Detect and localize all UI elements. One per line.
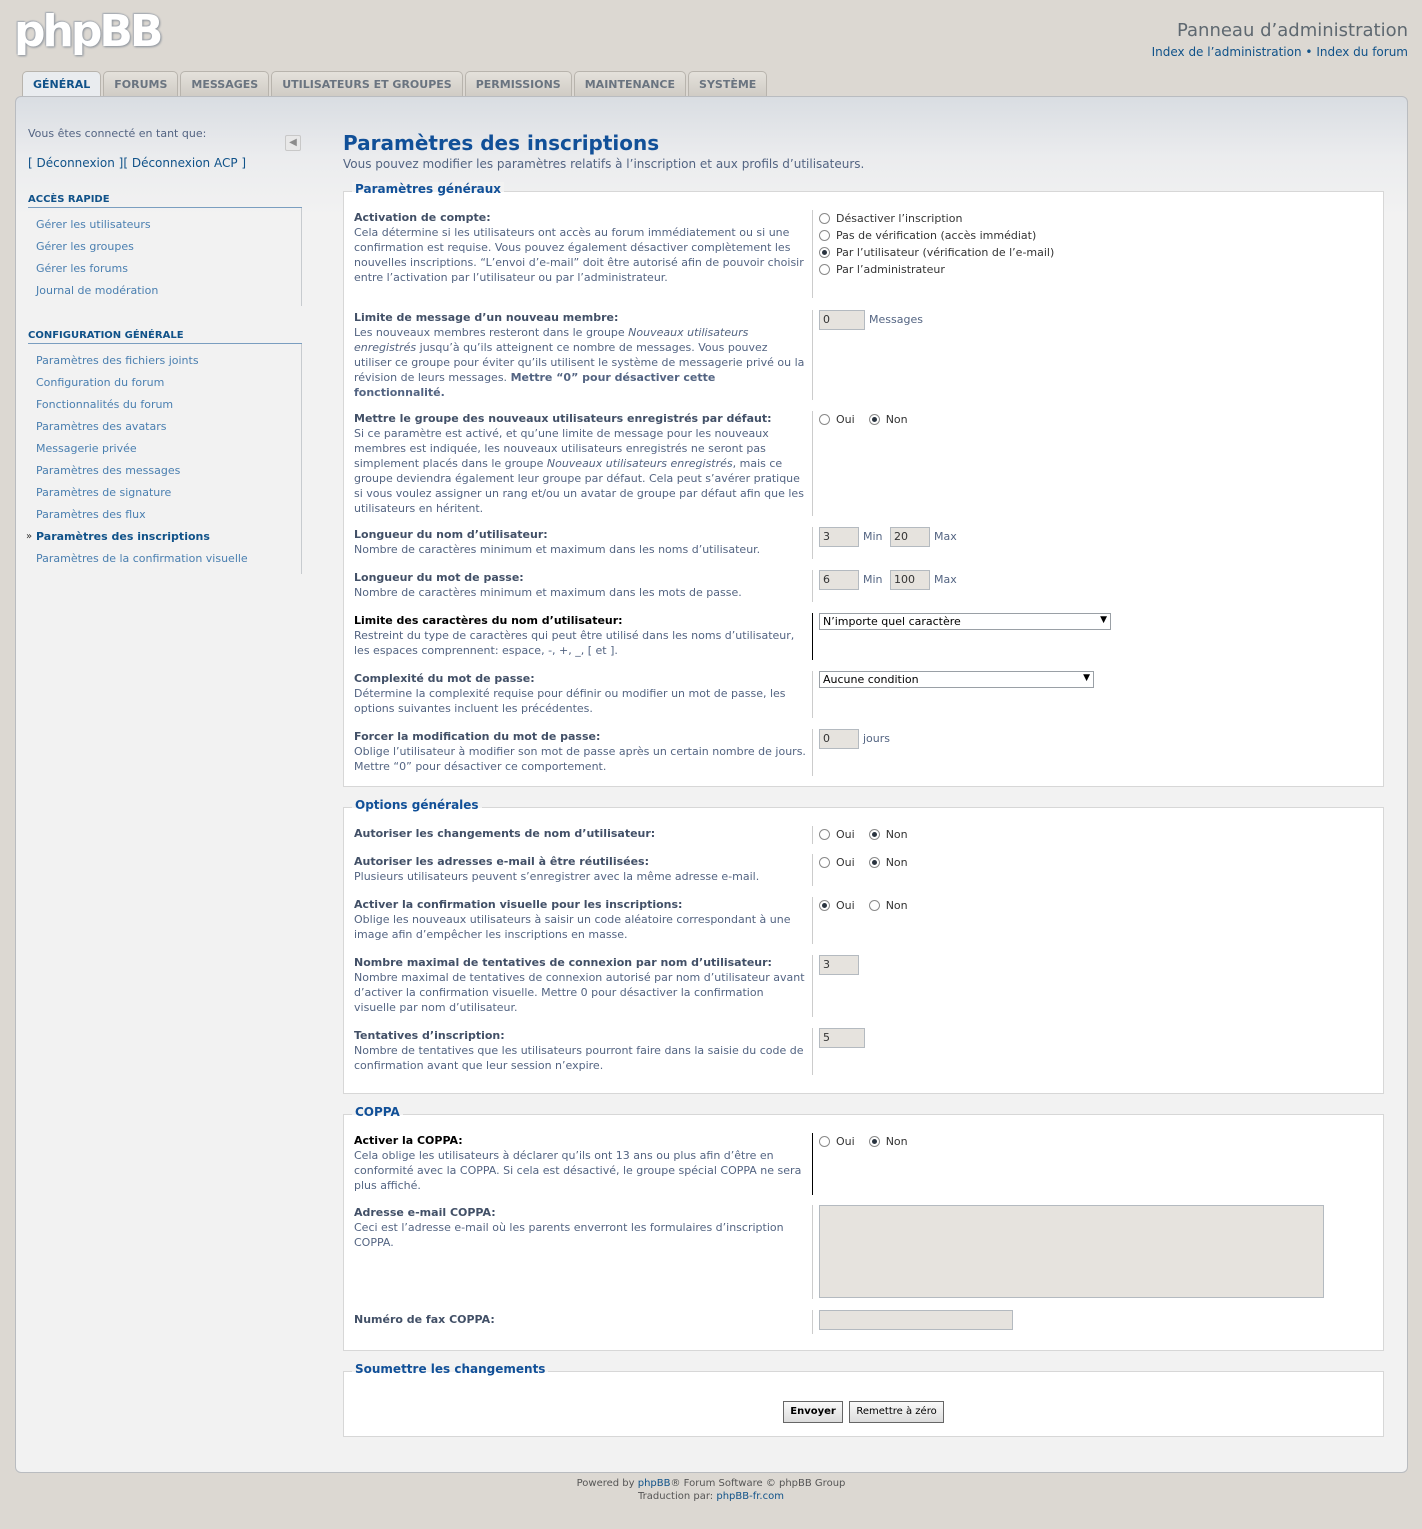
collapse-sidebar-icon[interactable]: ◀: [285, 135, 301, 151]
page-title: Paramètres des inscriptions: [343, 131, 660, 155]
setting-coppa-email: [354, 1205, 1383, 1299]
menu-item[interactable]: [28, 460, 301, 482]
phpbb-link[interactable]: phpBB: [637, 1478, 671, 1489]
setting-title: Forcer la modification du mot de passe:: [354, 730, 601, 743]
setting-desc: Si ce paramètre est activé, et qu’une limite de message pour les nouveaux membres est indiquée, les nouveaux utilisateurs enregistrés ne seront pas simplement placés dans le groupe Nouveaux utilisateurs enregistrés, mais ce groupe deviendra également leur groupe par défaut. Cela peut s’avérer pratique si vous voulez assigner un rang et/ou un avatar de groupe par défaut afin que les utilisateurs en héritent.: [354, 427, 804, 515]
setting-desc: Détermine la complexité requise pour définir ou modifier un mot de passe, les options suivantes incluent les précédentes.: [354, 687, 786, 715]
tab-permissions[interactable]: PERMISSIONS: [465, 71, 572, 97]
setting-desc: Restreint du type de caractères qui peut être utilisé dans les noms d’utilisateur, les espaces comprennent: espace, -, +, _, [ et ].: [354, 629, 795, 657]
setting-title: Activation de compte:: [354, 211, 491, 224]
quick-access-menu: [28, 208, 302, 306]
radio-button[interactable]: [819, 1136, 830, 1147]
menu-item[interactable]: [28, 236, 301, 258]
username-max-input[interactable]: 20: [890, 527, 930, 547]
legend-text: Options générales: [355, 798, 479, 812]
radio-yes[interactable]: Oui: [819, 1135, 855, 1148]
radio-button-selected[interactable]: [819, 247, 830, 258]
max-login-attempts-input[interactable]: 3: [819, 955, 859, 975]
radio-no[interactable]: Non: [869, 899, 908, 912]
menu-item-feeds[interactable]: Paramètres des flux: [36, 508, 146, 521]
menu-item[interactable]: [28, 438, 301, 460]
acp-index-link[interactable]: Index de l’administration: [1151, 45, 1302, 59]
bracket-open: [: [28, 156, 37, 170]
radio-option[interactable]: [819, 244, 1383, 261]
menu-item-active[interactable]: [28, 526, 301, 548]
translation-credit: Traduction par: phpBB-fr.com: [638, 1491, 784, 1502]
chevron-down-icon: ▼: [1083, 673, 1090, 683]
new-member-post-limit-input[interactable]: 0: [819, 310, 865, 330]
radio-button[interactable]: [819, 414, 830, 425]
legend-text: Paramètres généraux: [355, 182, 502, 196]
logout-link[interactable]: Déconnexion: [36, 156, 115, 170]
bracket-mid: ][: [114, 156, 132, 170]
header-links: [1152, 45, 1408, 59]
setting-title: Activer la confirmation visuelle pour les inscriptions:: [354, 898, 683, 911]
menu-item[interactable]: [28, 372, 301, 394]
setting-desc: Nombre de caractères minimum et maximum dans les mots de passe.: [354, 586, 742, 599]
menu-item-private-messages[interactable]: Messagerie privée: [36, 442, 137, 455]
radio-button-selected[interactable]: [869, 829, 880, 840]
radio-button[interactable]: [819, 829, 830, 840]
coppa-fieldset: [343, 1105, 1384, 1351]
menu-item-avatars[interactable]: Paramètres des avatars: [36, 420, 167, 433]
footer: [0, 1477, 1422, 1503]
menu-item[interactable]: [28, 394, 301, 416]
setting-desc: Nombre maximal de tentatives de connexion autorisé par nom d’utilisateur avant d’activer la confirmation visuelle. Mettre 0 pour désactiver la confirmation visuelle par nom d’utilisateur.: [354, 971, 805, 1014]
radio-button[interactable]: [819, 213, 830, 224]
setting-title: Autoriser les changements de nom d’utilisateur:: [354, 827, 656, 840]
registration-attempts-input[interactable]: 5: [819, 1028, 865, 1048]
setting-registration-attempts: [354, 1028, 1383, 1075]
setting-coppa-enable: [354, 1133, 1383, 1195]
setting-title: Limite de message d’un nouveau membre:: [354, 311, 619, 324]
yes-no-group: [819, 411, 1383, 428]
content: [343, 131, 1384, 1437]
setting-username-length: [354, 527, 1383, 559]
unit-label: Messages: [869, 313, 923, 326]
radio-button-selected[interactable]: [869, 414, 880, 425]
radio-button-selected[interactable]: [869, 1136, 880, 1147]
menu-item-board-features[interactable]: Fonctionnalités du forum: [36, 398, 174, 411]
forum-index-link[interactable]: Index du forum: [1316, 45, 1408, 59]
radio-option[interactable]: [819, 261, 1383, 278]
setting-desc: Les nouveaux membres resteront dans le groupe Nouveaux utilisateurs enregistrés jusqu’à qu’ils atteignent ce nombre de messages. Vous pouvez utiliser ce groupe pour éviter qu’ils utilisent le système de messagerie privé ou la révision de leurs messages. Mettre “0” pour désactiver cette fonctionnalité.: [354, 326, 805, 399]
setting-username-chars: [354, 613, 1383, 660]
menu-item-posts[interactable]: Paramètres des messages: [36, 464, 181, 477]
menu-item-manage-groups[interactable]: Gérer les groupes: [36, 240, 134, 253]
setting-default-group: [354, 411, 1383, 516]
menu-item[interactable]: [28, 482, 301, 504]
radio-button[interactable]: [819, 230, 830, 241]
setting-desc: Nombre de tentatives que les utilisateurs pourront faire dans la saisie du code de confirmation avant que leur session n’expire.: [354, 1044, 804, 1072]
setting-desc: Cela détermine si les utilisateurs ont accès au forum immédiatement ou si une confirmation est requise. Vous pouvez également désactiver complètement les nouvelles inscriptions. “L’envoi d’e-mail” doit être autorisé afin de pouvoir choisir entre l’activation par l’utilisateur ou par l’administrateur.: [354, 226, 804, 284]
chevron-down-icon: ▼: [1100, 615, 1107, 625]
submit-buttons: [344, 1401, 1383, 1423]
password-max-input[interactable]: 100: [890, 570, 930, 590]
phpbb-fr-link[interactable]: phpBB-fr.com: [716, 1491, 784, 1502]
logout-links: [28, 156, 302, 170]
setting-password-complexity: [354, 671, 1383, 718]
setting-force-password-change: [354, 729, 1383, 776]
setting-password-length: [354, 570, 1383, 602]
menu-item-visual-confirm[interactable]: Paramètres de la confirmation visuelle: [36, 552, 248, 565]
menu-item[interactable]: [28, 258, 301, 280]
setting-new-member-limit: [354, 310, 1383, 400]
menu-item-manage-users[interactable]: Gérer les utilisateurs: [36, 218, 151, 231]
username-min-input[interactable]: 3: [819, 527, 859, 547]
unit-label: jours: [863, 732, 891, 745]
bracket-close: ]: [237, 156, 247, 170]
setting-title: Complexité du mot de passe:: [354, 672, 535, 685]
max-label: Max: [934, 573, 957, 586]
link-separator: •: [1305, 45, 1313, 59]
setting-allow-email-reuse: [354, 854, 1383, 886]
tab-users-groups[interactable]: UTILISATEURS ET GROUPES: [271, 71, 463, 97]
fieldset-legend: [352, 182, 504, 196]
menu-item-board-config[interactable]: Configuration du forum: [36, 376, 165, 389]
menu-item-registration[interactable]: Paramètres des inscriptions: [36, 530, 210, 543]
setting-title: Nombre maximal de tentatives de connexion par nom d’utilisateur:: [354, 956, 772, 969]
menu-item[interactable]: [28, 350, 301, 372]
username-chars-select[interactable]: N’importe quel caractère ▼: [819, 613, 1111, 630]
radio-label: Pas de vérification (accès immédiat): [836, 229, 1037, 242]
setting-allow-name-change: [354, 826, 1383, 844]
general-settings-fieldset: [343, 182, 1384, 787]
radio-no[interactable]: Non: [869, 1135, 908, 1148]
logout-acp-link[interactable]: Déconnexion ACP: [131, 156, 238, 170]
radio-button[interactable]: [819, 857, 830, 868]
general-config-heading: CONFIGURATION GÉNÉRALE: [28, 330, 302, 344]
min-label: Min: [863, 530, 883, 543]
radio-label: Par l’utilisateur (vérification de l’e-mail): [836, 246, 1055, 259]
radio-yes[interactable]: Oui: [819, 899, 855, 912]
tab-messages[interactable]: MESSAGES: [180, 71, 269, 97]
yes-no-group: [819, 854, 1383, 871]
legend-text: Soumettre les changements: [355, 1362, 546, 1376]
quick-access-heading: ACCÈS RAPIDE: [28, 194, 302, 208]
setting-desc: Plusieurs utilisateurs peuvent s’enregistrer avec la même adresse e-mail.: [354, 870, 760, 883]
legend-text: COPPA: [355, 1105, 400, 1119]
setting-desc: Nombre de caractères minimum et maximum dans les noms d’utilisateur.: [354, 543, 761, 556]
setting-desc: Oblige les nouveaux utilisateurs à saisir un code aléatoire correspondant à une image afin d’empêcher les inscriptions en masse.: [354, 913, 791, 941]
setting-desc: Oblige l’utilisateur à modifier son mot de passe après un certain nombre de jours. Mettre “0” pour désactiver ce comportement.: [354, 745, 806, 773]
menu-item[interactable]: [28, 416, 301, 438]
setting-title: Activer la COPPA:: [354, 1134, 463, 1147]
radio-button[interactable]: [869, 900, 880, 911]
sidebar: [28, 127, 302, 574]
setting-title: Numéro de fax COPPA:: [354, 1313, 495, 1326]
menu-item-mod-log[interactable]: Journal de modération: [36, 284, 159, 297]
reset-button[interactable]: Remettre à zéro: [849, 1401, 943, 1423]
setting-coppa-fax: [354, 1310, 1383, 1334]
setting-title: Tentatives d’inscription:: [354, 1029, 505, 1042]
password-change-days-input[interactable]: 0: [819, 729, 859, 749]
menu-item-attachments[interactable]: Paramètres des fichiers joints: [36, 354, 199, 367]
radio-button-selected[interactable]: [869, 857, 880, 868]
menu-item[interactable]: [28, 280, 301, 302]
powered-by: Powered by phpBB® Forum Software © phpBB Group: [576, 1478, 846, 1489]
radio-no[interactable]: Non: [869, 413, 908, 426]
radio-button-selected[interactable]: [819, 900, 830, 911]
tab-maintenance[interactable]: MAINTENANCE: [574, 71, 686, 97]
radio-label: Désactiver l’inscription: [836, 212, 963, 225]
setting-desc: Cela oblige les utilisateurs à déclarer qu’ils ont 13 ans ou plus afin d’être en conformité avec la COPPA. Si cela est désactivé, le groupe spécial COPPA ne sera plus affiché.: [354, 1149, 802, 1192]
password-min-input[interactable]: 6: [819, 570, 859, 590]
radio-button[interactable]: [819, 264, 830, 275]
tab-system[interactable]: SYSTÈME: [688, 71, 767, 97]
password-complexity-select[interactable]: Aucune condition ▼: [819, 671, 1094, 688]
setting-title: Limite des caractères du nom d’utilisateur:: [354, 614, 623, 627]
setting-max-login-attempts: [354, 955, 1383, 1017]
coppa-email-textarea[interactable]: [819, 1205, 1324, 1298]
coppa-fax-input[interactable]: [819, 1310, 1013, 1330]
logged-in-as: Vous êtes connecté en tant que:: [28, 127, 207, 140]
fieldset-legend: [352, 1105, 403, 1119]
tab-general[interactable]: GÉNÉRAL: [22, 71, 101, 98]
panel-title: Panneau d’administration: [1176, 20, 1408, 41]
menu-item-manage-forums[interactable]: Gérer les forums: [36, 262, 128, 275]
setting-title: Longueur du nom d’utilisateur:: [354, 528, 548, 541]
submit-fieldset: [343, 1362, 1384, 1437]
radio-yes[interactable]: Oui: [819, 413, 855, 426]
radio-label: Par l’administrateur: [836, 263, 945, 276]
yes-no-group: [819, 1133, 1383, 1150]
menu-item[interactable]: [28, 214, 301, 236]
max-label: Max: [934, 530, 957, 543]
radio-no[interactable]: Non: [869, 828, 908, 841]
main-panel: [15, 96, 1408, 1473]
radio-yes[interactable]: Oui: [819, 828, 855, 841]
radio-yes[interactable]: Oui: [819, 856, 855, 869]
general-config-menu: [28, 344, 302, 574]
setting-title: Adresse e-mail COPPA:: [354, 1206, 496, 1219]
yes-no-group: [819, 826, 1383, 843]
tab-forums[interactable]: FORUMS: [103, 71, 178, 97]
radio-option[interactable]: [819, 210, 1383, 227]
page-description: Vous pouvez modifier les paramètres relatifs à l’inscription et aux profils d’utilisateurs.: [343, 157, 865, 171]
yes-no-group: [819, 897, 1383, 914]
phpbb-logo[interactable]: phpBB: [14, 6, 161, 57]
min-label: Min: [863, 573, 883, 586]
submit-button[interactable]: Envoyer: [783, 1401, 843, 1423]
menu-item[interactable]: [28, 548, 301, 570]
setting-title: Mettre le groupe des nouveaux utilisateurs enregistrés par défaut:: [354, 412, 772, 425]
setting-desc: Ceci est l’adresse e-mail où les parents enverront les formulaires d’inscription COPPA.: [354, 1221, 784, 1249]
main-tabs: [22, 71, 767, 98]
menu-item[interactable]: [28, 504, 301, 526]
setting-visual-confirm: [354, 897, 1383, 944]
setting-activation: [354, 210, 1383, 298]
fieldset-legend: [352, 1362, 548, 1376]
setting-title: Autoriser les adresses e-mail à être réutilisées:: [354, 855, 650, 868]
menu-item-signature[interactable]: Paramètres de signature: [36, 486, 172, 499]
general-options-fieldset: [343, 798, 1384, 1094]
header-right: [1152, 20, 1408, 59]
radio-option[interactable]: [819, 227, 1383, 244]
fieldset-legend: [352, 798, 482, 812]
setting-title: Longueur du mot de passe:: [354, 571, 524, 584]
radio-no[interactable]: Non: [869, 856, 908, 869]
